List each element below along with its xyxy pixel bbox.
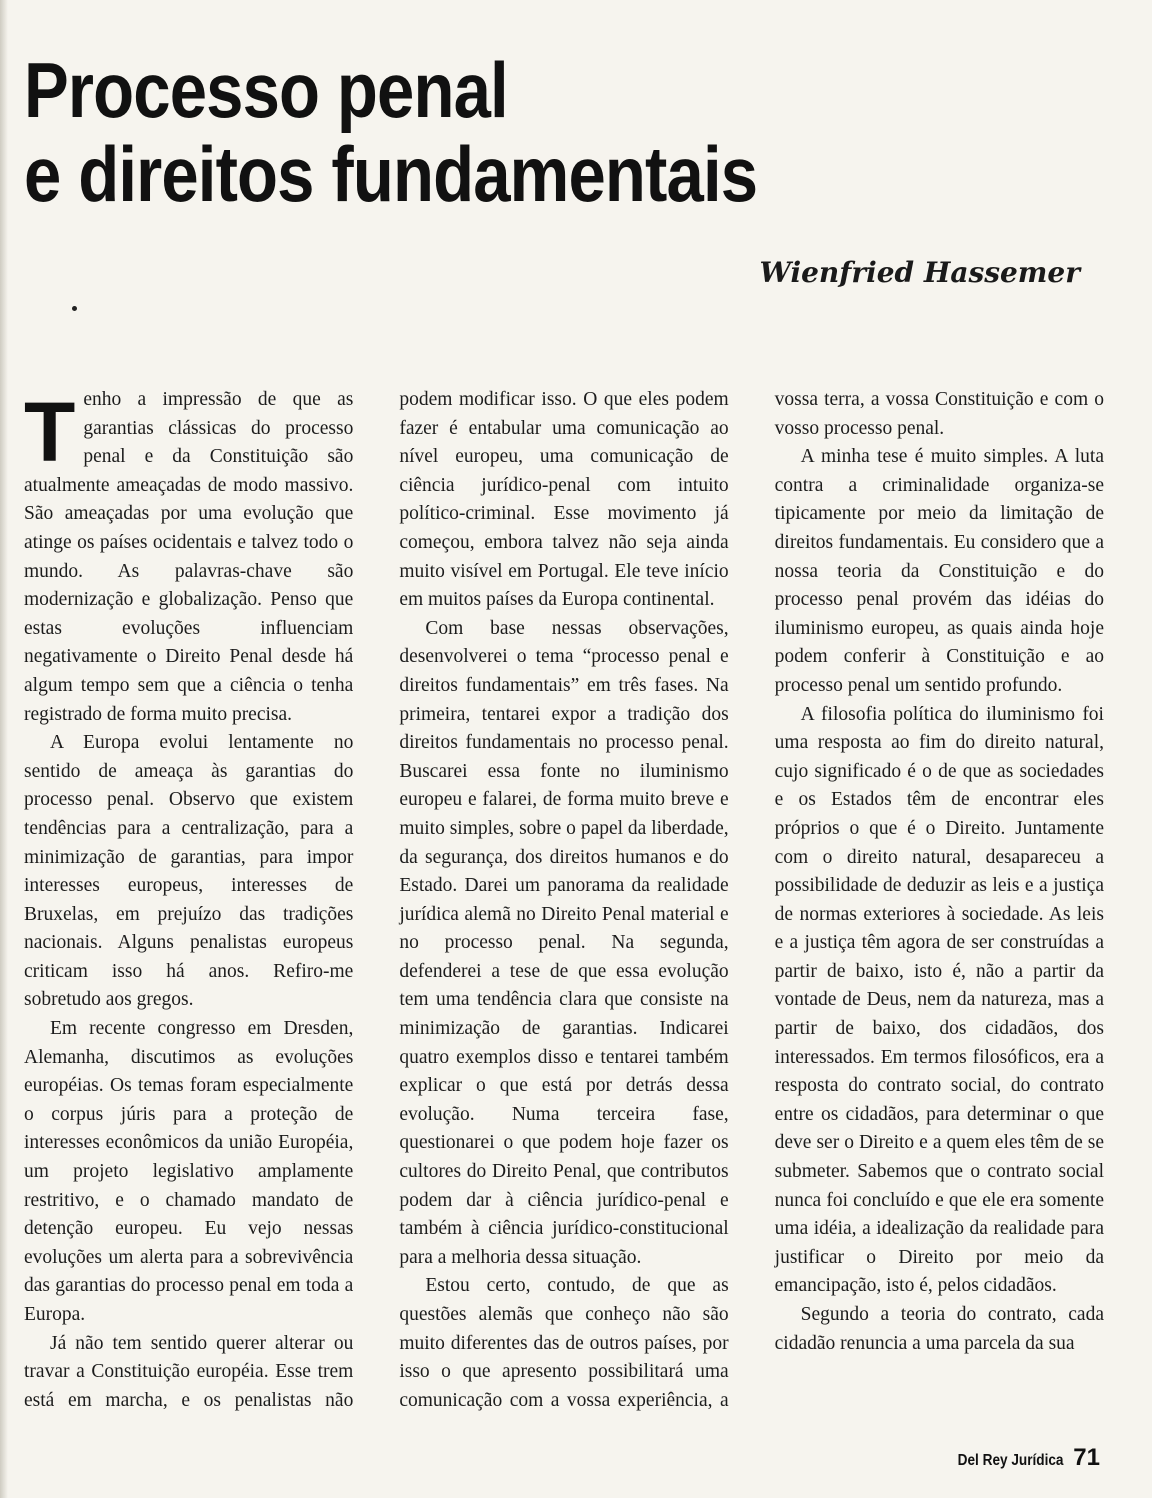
paragraph: Estou certo, contudo, de que as questões alemãs que conheço não são muito diferentes das de outros países, por isso o que apresento possibilitará uma comunicação com a vossa experiência, a vossa terra, a vossa Constituição e com o vosso processo penal. [399,389,1104,1411]
paragraph: A Europa evolui lentamente no sentido de ameaça às garantias do processo penal. Observo que existem tendências para a centralização, para a minimização de garantias, para impor interesses europeus, interesses de Bruxelas, em prejuízo das tradições nacionais. Alguns penalistas europeus criticam isso há anos. Refiro-me sobretudo aos gregos. [24,732,354,1011]
paragraph: Em recente congresso em Dresden, Alemanha, discutimos as evoluções européias. Os temas foram especialmente o corpus júris para a proteção de interesses econômicos da união Européia, um projeto legislativo amplamente restritivo, e o chamado mandato de detenção europeu. Eu vejo nessas evoluções um alerta para a sobrevivência das garantias do processo penal em toda a Europa. [24,1018,354,1325]
paragraph-text: enho a impressão de que as garantias clássicas do processo penal e da Constituição são atualmente ameaçadas de modo massivo. São ameaçadas por uma evolução que atinge os países ocidentais e talvez todo o mundo. As palavras-chave são modernização e globalização. Penso que estas evoluções influenciam negativamente o Direito Penal desde há algum tempo sem que a ciência o tenha registrado de forma muito precisa. [24,389,354,725]
page-number: 71 [1073,1444,1100,1471]
paragraph: A minha tese é muito simples. A luta contra a criminalidade organiza-se tipicamente por meio da limitação de direitos fundamentais. Eu considero que a nossa teoria da Constituição e do processo penal provém das idéias do iluminismo europeu, as quais ainda hoje podem conferir à Constituição e ao processo penal um sentido profundo. [774,446,1104,696]
paragraph [24,386,353,729]
title-line-1: Processo penal [24,46,508,134]
article-title [24,48,884,216]
title-line-2: e direitos fundamentais [24,130,758,218]
article-body [24,386,1104,1426]
decorative-dot [72,306,77,311]
drop-cap: T [24,385,76,479]
paragraph: Segundo a teoria do contrato, cada cidadão renuncia a uma parcela da sua [774,1304,1104,1354]
paragraph: Com base nessas observações, desenvolverei o tema “processo penal e direitos fundamentais” em três fases. Na primeira, tentarei expor a tradição dos direitos fundamentais no processo penal. Buscarei essa fonte no iluminismo europeu e falarei, de forma muito breve e muito simples, sobre o papel da liberdade, da segurança, dos direitos humanos e do Estado. Darei um panorama da realidade jurídica alemã no Direito Penal material e no processo penal. Na segunda, defenderei a tese de que essa evolução tem uma tendência clara que consiste na minimização de garantias. Indicarei quatro exemplos disso e tentarei também explicar o que está por detrás dessa evolução. Numa terceira fase, questionarei o que podem hoje fazer os cultores do Direito Penal, que contributos podem dar à ciência jurídico-penal e também à ciência jurídico-constitucional para a melhoria dessa situação. [399,617,729,1268]
page-edge [0,0,8,1498]
paragraph: Já não tem sentido querer alterar ou travar a Constituição européia. Esse trem está em marcha, e os penalistas não podem modificar isso. O que eles podem fazer é entabular uma comunicação ao nível europeu, uma comunicação de ciência jurídico-penal com intuito político-criminal. Esse movimento já começou, embora talvez não seja ainda muito visível em Portugal. Ele teve início em muitos países da Europa continental. [24,389,729,1411]
page-footer [939,1444,1100,1472]
author-name: Wienfried Hassemer [759,256,1080,289]
publication-name: Del Rey Jurídica [957,1452,1064,1469]
paragraph: A filosofia política do iluminismo foi uma resposta ao fim do direito natural, cujo significado é o de que as sociedades e os Estados têm de encontrar eles próprios o que é o Direito. Juntamente com o direito natural, desapareceu a possibilidade de deduzir as leis e a justiça de normas exteriores à sociedade. As leis e a justiça têm agora de ser construídas a partir de baixo, isto é, não a partir da vontade de Deus, nem da natureza, mas a partir de baixo, dos cidadãos, dos interessados. Em termos filosóficos, era a resposta do contrato social, do contrato entre os cidadãos, para determinar o que deve ser o Direito e a quem eles têm de se submeter. Sabemos que o contrato social nunca foi concluído e que ele era somente uma idéia, a idealização da realidade para justificar o Direito por meio da emancipação, isto é, pelos cidadãos. [774,703,1104,1297]
